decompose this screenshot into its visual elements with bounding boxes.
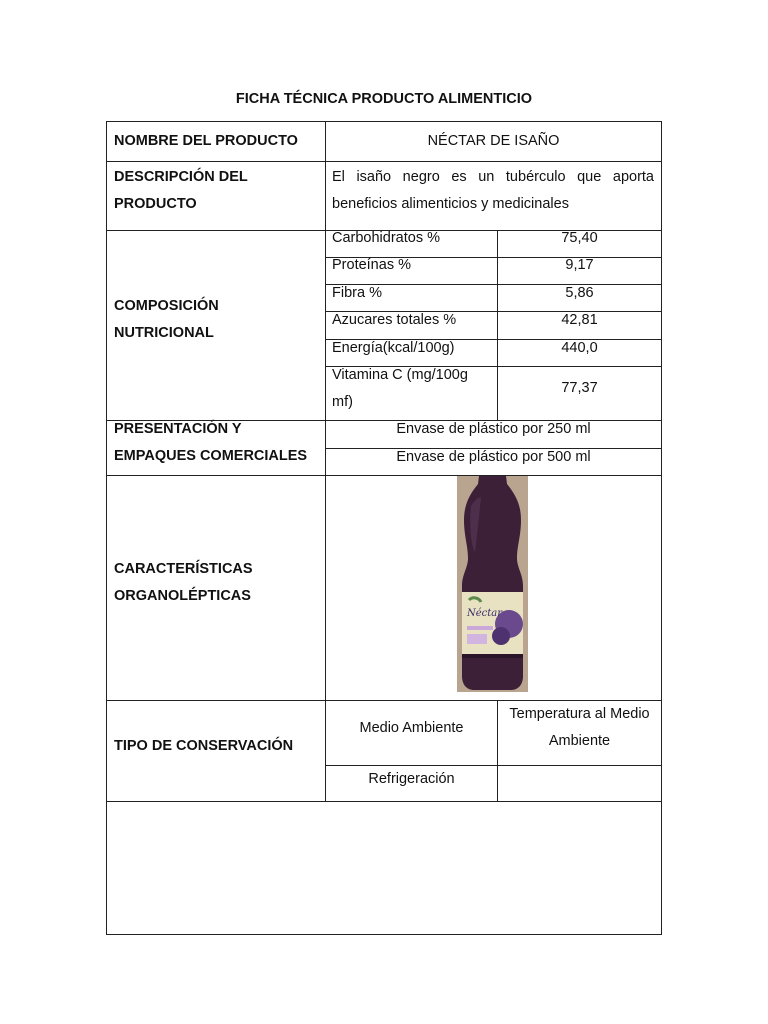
presentation-label-line2: EMPAQUES COMERCIALES xyxy=(114,448,308,464)
conservation-label: TIPO DE CONSERVACIÓN xyxy=(114,738,294,754)
presentation-item: Envase de plástico por 250 ml xyxy=(396,421,591,437)
bottle-illustration xyxy=(457,476,528,692)
nutrient-name: Carbohidratos % xyxy=(332,230,440,246)
description-label-line2: PRODUCTO xyxy=(114,196,197,212)
nutrient-name: Azucares totales % xyxy=(332,312,457,328)
product-name-value: NÉCTAR DE ISAÑO xyxy=(427,133,560,149)
description-label xyxy=(114,164,248,218)
nutrient-value: 440,0 xyxy=(561,340,598,356)
nutrient-name: Vitamina C (mg/100g mf) xyxy=(332,367,468,410)
presentation-item: Envase de plástico por 500 ml xyxy=(396,449,591,465)
composition-label-line2: NUTRICIONAL xyxy=(114,325,214,341)
conservation-ambient-detail: Temperatura al Medio Ambiente xyxy=(509,706,650,749)
document-title: FICHA TÉCNICA PRODUCTO ALIMENTICIO xyxy=(235,91,533,107)
conservation-refrigeration: Refrigeración xyxy=(368,771,455,787)
description-value: El isaño negro es un tubérculo que aporta beneficios alimenticios y medicinales xyxy=(332,169,654,212)
row-divider xyxy=(106,475,662,476)
nutrient-value: 75,40 xyxy=(561,230,598,246)
composition-label xyxy=(114,293,219,347)
row-divider xyxy=(106,161,662,162)
nutrient-value: 42,81 xyxy=(561,312,598,328)
nutrient-name: Energía(kcal/100g) xyxy=(332,340,455,356)
presentation-label xyxy=(114,416,307,470)
presentation-label-line1: PRESENTACIÓN Y xyxy=(114,421,242,437)
empty-row xyxy=(107,802,661,934)
product-bottle-image xyxy=(457,476,528,692)
nutrient-name: Proteínas % xyxy=(332,257,411,273)
nutrient-name: Fibra % xyxy=(332,285,382,301)
description-label-line1: DESCRIPCIÓN DEL xyxy=(114,169,248,185)
nutrient-value: 5,86 xyxy=(565,285,594,301)
nutrient-value: 9,17 xyxy=(565,257,594,273)
conservation-ambient: Medio Ambiente xyxy=(359,720,464,736)
composition-label-line1: COMPOSICIÓN xyxy=(114,298,219,314)
organoleptic-label-line1: CARACTERÍSTICAS xyxy=(114,561,253,577)
nutrient-value: 77,37 xyxy=(561,380,598,396)
bottle-brand-text: Néctar xyxy=(467,608,503,619)
sub-column-divider xyxy=(497,700,498,801)
organoleptic-label-line2: ORGANOLÉPTICAS xyxy=(114,588,251,604)
organoleptic-label xyxy=(114,556,253,610)
product-name-label: NOMBRE DEL PRODUCTO xyxy=(114,133,298,149)
